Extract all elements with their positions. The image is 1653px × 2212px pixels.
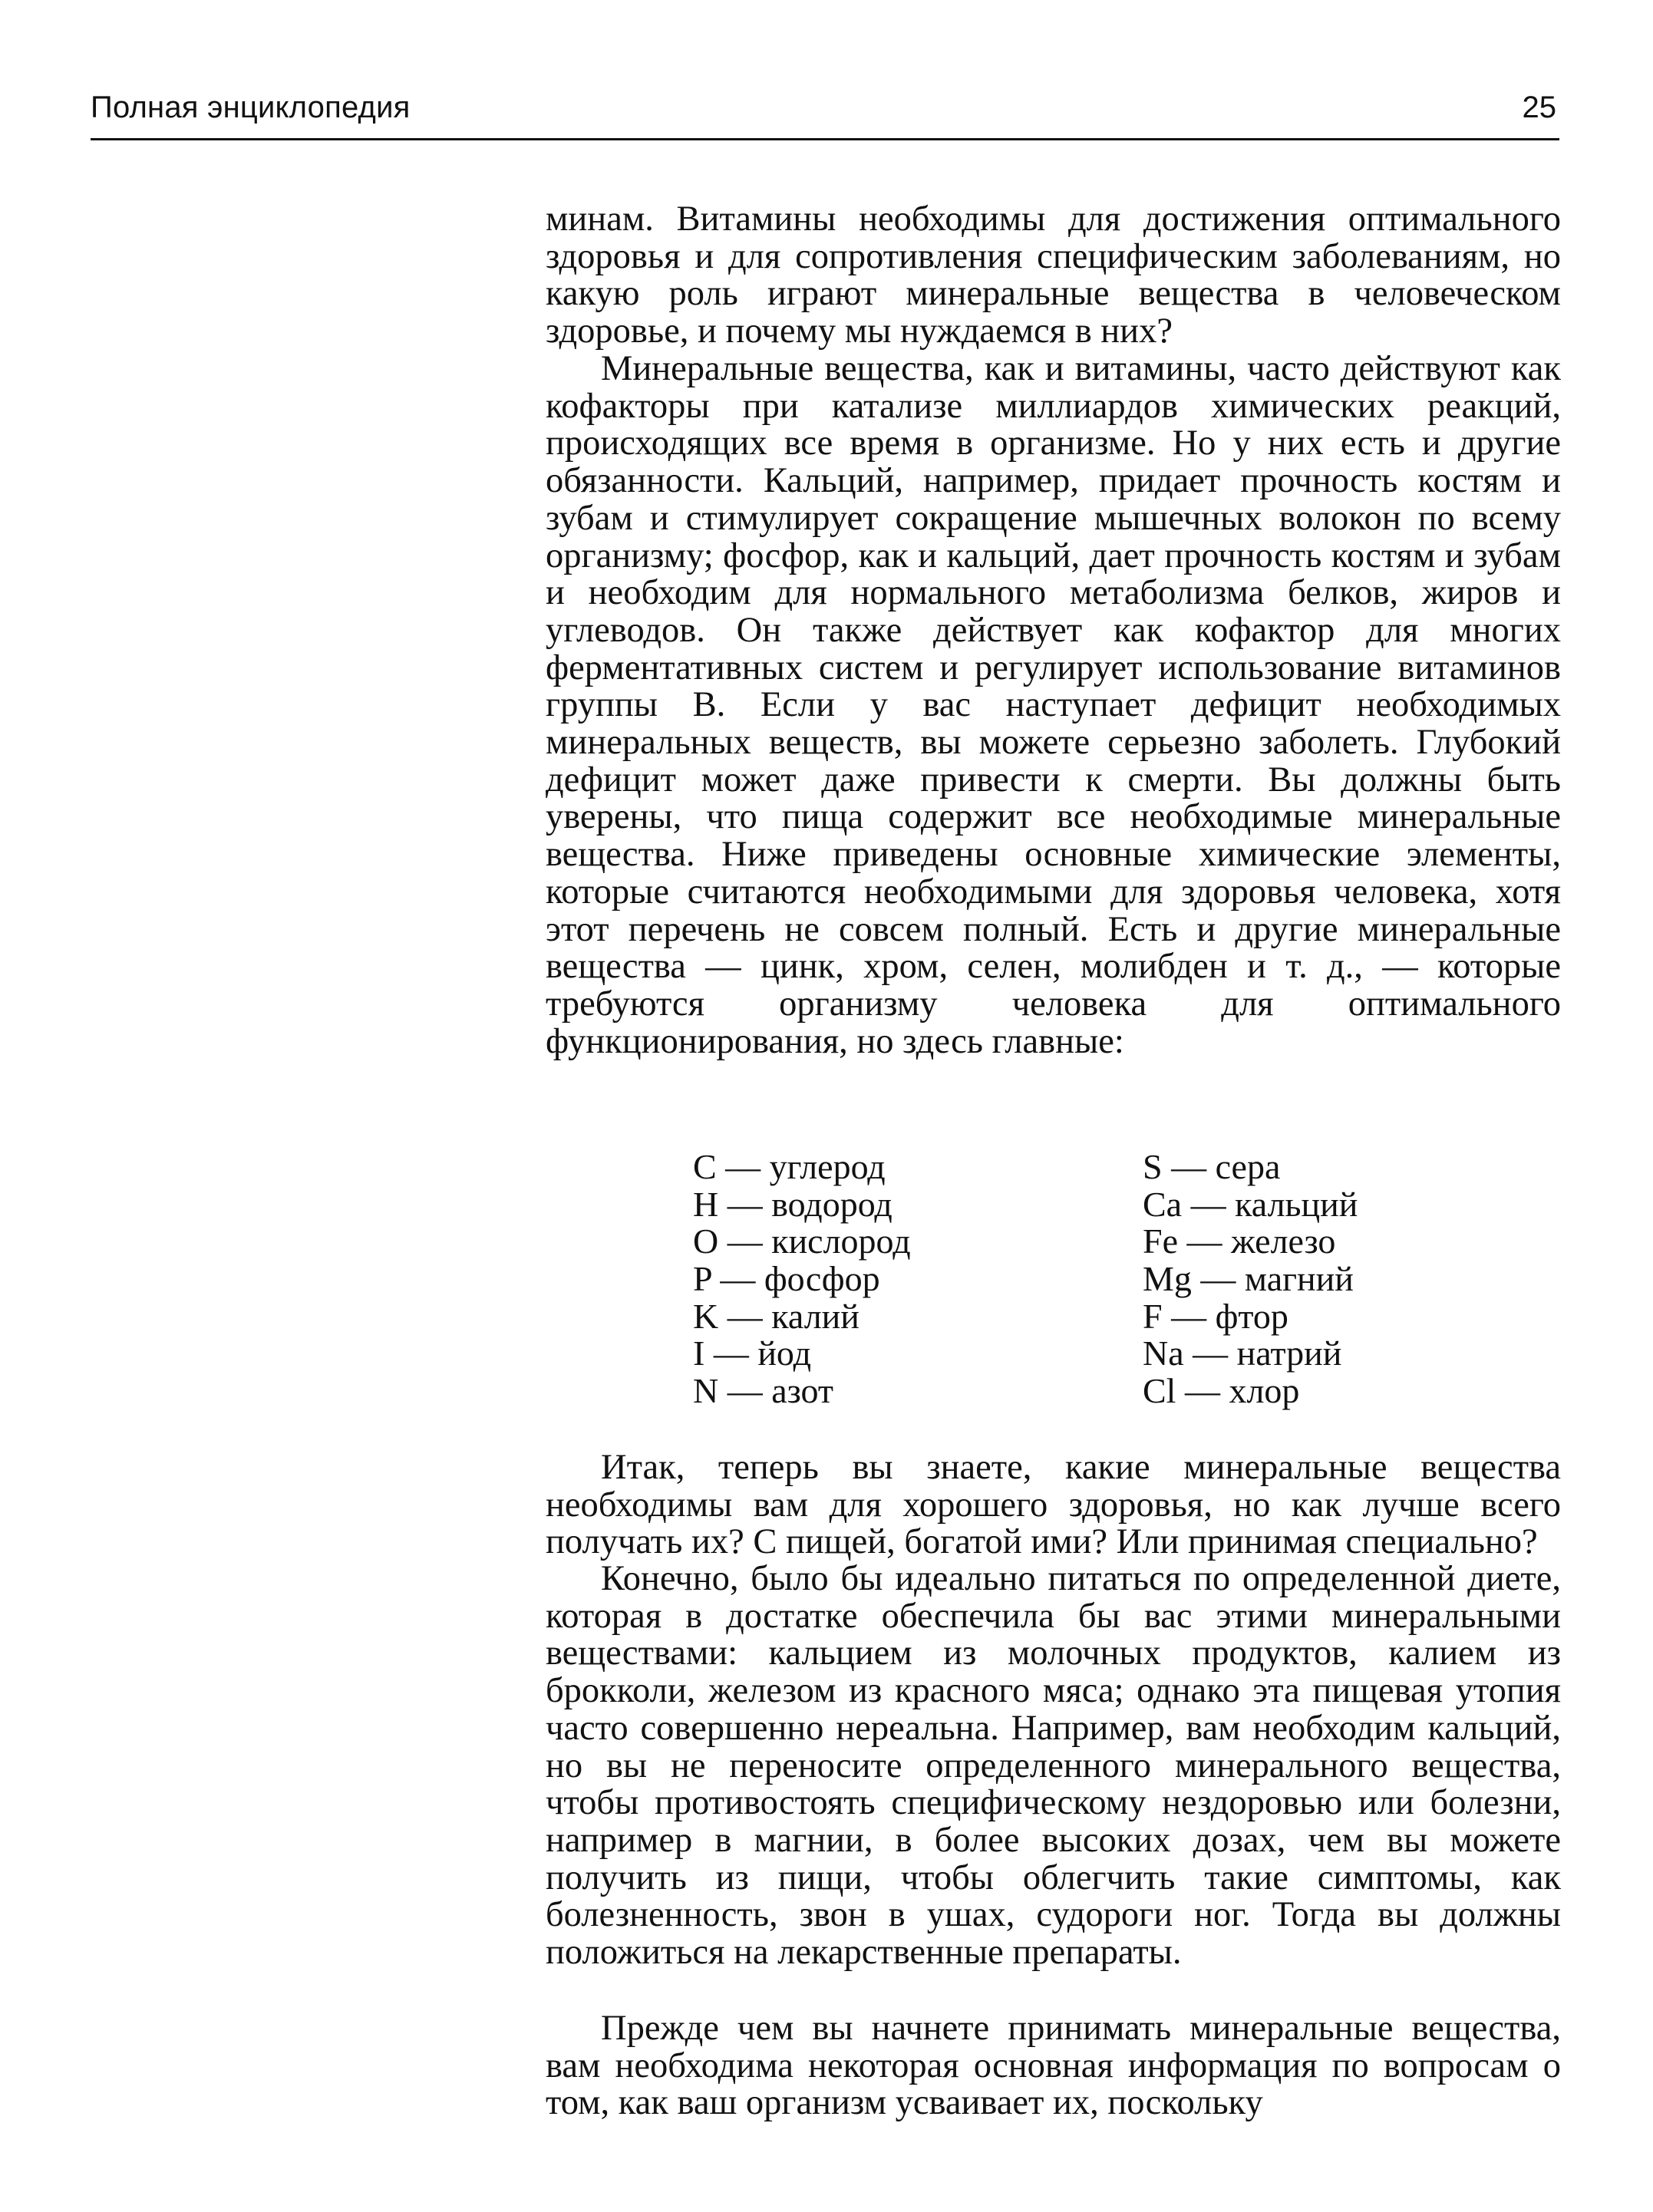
running-title: Полная энциклопедия xyxy=(91,91,411,124)
element-item: O — кислород xyxy=(693,1221,911,1261)
element-item: S — сера xyxy=(1143,1147,1281,1186)
page-number: 25 xyxy=(1522,91,1556,124)
elements-list-right xyxy=(1143,1149,1358,1410)
element-item: F — фтор xyxy=(1143,1296,1288,1336)
element-item: Na — натрий xyxy=(1143,1333,1342,1373)
element-item: K — калий xyxy=(693,1296,859,1336)
paragraph-question: Итак, теперь вы знаете, какие минеральные вещества необходимы вам для хорошего здоровья, но как лучше всего получать их? С пищей, богатой ими? Или принимая специально? xyxy=(546,1448,1561,1562)
elements-list-left xyxy=(693,1149,911,1410)
paragraph-absorption: Прежде чем вы начнете принимать минеральные вещества, вам необходима некоторая основная информация по вопросам о том, как ваш организм усваивает их, поскольку xyxy=(546,2009,1561,2123)
element-item: I — йод xyxy=(693,1333,812,1373)
element-item: Mg — магний xyxy=(1143,1259,1354,1299)
paragraph-diet: Конечно, было бы идеально питаться по определенной диете, которая в достатке обеспечила бы вас этими минеральными веществами: кальцием из молочных продуктов, калием из брокколи, железом из красного мяса; однако эта пищевая утопия часто совершенно нереальна. Например, вам необходим кальций, но вы не переносите определенного минерального вещества, чтобы противостоять специфическому нездоровью или болезни, например в магнии, в более высоких дозах, чем вы можете получить из пищи, чтобы облегчить такие симптомы, как болезненность, звон в ушах, судороги ног. Тогда вы должны положиться на лекарственные препараты. xyxy=(546,1559,1561,1973)
element-item: N — азот xyxy=(693,1371,834,1411)
element-item: C — углерод xyxy=(693,1147,886,1186)
element-item: Ca — кальций xyxy=(1143,1184,1358,1224)
page-header xyxy=(91,83,1559,140)
paragraph-intro: минам. Витамины необходимы для достижения оптимального здоровья и для сопротивления специфическим заболеваниям, но какую роль играют минеральные вещества в человеческом здоровье, и почему мы нуждаемся в них? xyxy=(546,199,1561,351)
element-item: P — фосфор xyxy=(693,1259,880,1299)
element-item: H — водород xyxy=(693,1184,892,1224)
element-item: Fe — железо xyxy=(1143,1221,1336,1261)
paragraph-minerals-role: Минеральные вещества, как и витамины, часто действуют как кофакторы при катализе миллиардов химических реакций, происходящих все время в организме. Но у них есть и другие обязанности. Кальций, например, придает прочность костям и зубам и стимулирует сокращение мышечных волокон по всему организму; фосфор, как и кальций, дает прочность костям и зубам и необходим для нормального метаболизма белков, жиров и углеводов. Он также действует как кофактор для многих ферментативных систем и регулирует использование витаминов группы В. Если у вас наступает дефицит необходимых минеральных веществ, вы можете серьезно заболеть. Глубокий дефицит может даже привести к смерти. Вы должны быть уверены, что пища содержит все необходимые минеральные вещества. Ниже приведены основные химические элементы, которые считаются необходимыми для здоровья человека, хотя этот перечень не совсем полный. Есть и другие минеральные вещества — цинк, хром, селен, молибден и т. д., — которые требуются организму человека для оптимального функционирования, но здесь главные: xyxy=(546,349,1561,1061)
element-item: Cl — хлор xyxy=(1143,1371,1300,1411)
